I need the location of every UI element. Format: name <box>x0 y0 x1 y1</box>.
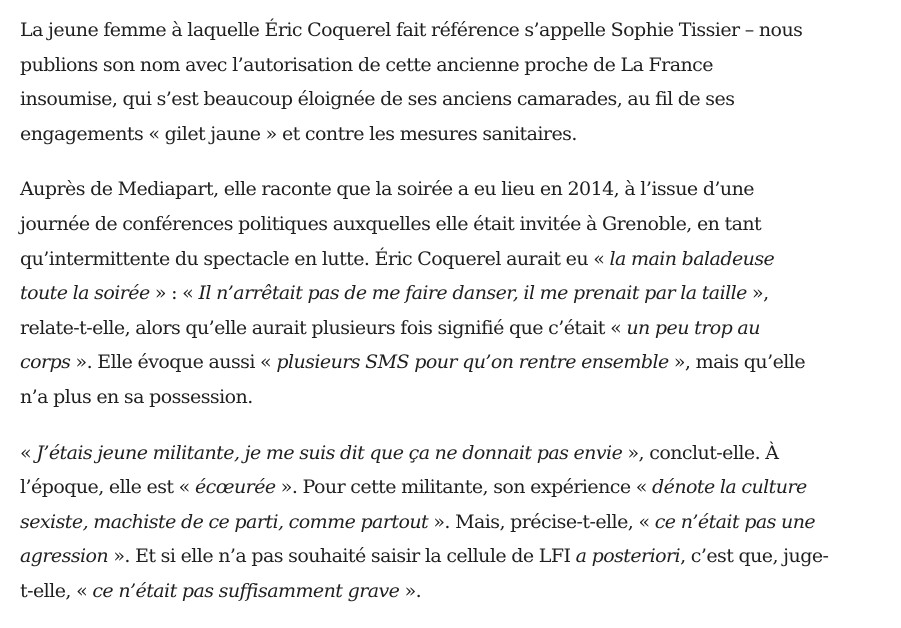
text-line <box>20 380 893 415</box>
text-run: relate-t-elle, alors qu’elle aurait plusieurs fois signifié que c’était « <box>20 316 627 339</box>
text-run: La jeune femme à laquelle Éric Coquerel fait référence s’appelle Sophie Tissier – nous <box>20 19 803 41</box>
text-line <box>20 311 893 346</box>
text-run: t-elle, « <box>20 579 93 602</box>
text-run: ». Et si elle n’a pas souhaité saisir la cellule de LFI <box>108 545 576 568</box>
text-line <box>20 574 893 609</box>
italic-quote: ce n’était pas suffisamment grave <box>92 579 400 602</box>
italic-quote: la main baladeuse <box>609 247 775 270</box>
text-line <box>20 470 893 505</box>
text-run: « <box>20 441 37 464</box>
text-run: engagements « gilet jaune » et contre les mesures sanitaires. <box>20 122 577 145</box>
text-line <box>20 117 893 152</box>
italic-quote: sexiste, machiste de ce parti, comme partout <box>20 510 429 533</box>
text-line <box>20 345 893 380</box>
italic-quote: J’étais jeune militante, je me suis dit que ça ne donnait pas envie <box>36 441 623 464</box>
article-paragraph <box>20 436 893 609</box>
text-run: ». Pour cette militante, son expérience « <box>275 476 653 499</box>
text-run: ». <box>399 579 422 602</box>
text-run: publions son nom avec l’autorisation de cette ancienne proche de La France <box>20 53 713 76</box>
text-run: », mais qu’elle <box>668 351 806 374</box>
text-line <box>20 436 893 471</box>
italic-quote: un peu trop au <box>626 316 760 339</box>
text-run: , c’est que, juge- <box>680 545 829 568</box>
text-line <box>20 539 893 574</box>
text-run: ». Elle évoque aussi « <box>70 351 277 374</box>
text-run: » : « <box>149 282 199 305</box>
italic-quote: agression <box>20 545 109 568</box>
text-line <box>20 242 893 277</box>
text-line <box>20 505 893 540</box>
italic-quote: a posteriori <box>575 545 681 568</box>
text-line <box>20 48 893 83</box>
text-run: Auprès de Mediapart, elle raconte que la soirée a eu lieu en 2014, à l’issue d’une <box>20 178 754 201</box>
italic-quote: écœurée <box>194 476 276 499</box>
text-run: insoumise, qui s’est beaucoup éloignée de ses anciens camarades, au fil de ses <box>20 88 735 111</box>
text-run: n’a plus en sa possession. <box>20 385 253 408</box>
text-run: », <box>746 282 769 305</box>
article-paragraph <box>20 172 893 414</box>
text-line <box>20 207 893 242</box>
italic-quote: corps <box>20 351 71 374</box>
italic-quote: plusieurs SMS pour qu’on rentre ensemble <box>276 351 669 374</box>
text-line <box>20 82 893 117</box>
text-run: journée de conférences politiques auxquelles elle était invitée à Grenoble, en tant <box>20 212 762 235</box>
text-run: l’époque, elle est « <box>20 476 195 499</box>
text-run: qu’intermittente du spectacle en lutte. Éric Coquerel aurait eu « <box>20 247 610 270</box>
text-run: ». Mais, précise-t-elle, « <box>428 510 655 533</box>
italic-quote: Il n’arrêtait pas de me faire danser, il me prenait par la taille <box>198 282 747 305</box>
italic-quote: toute la soirée <box>20 282 150 305</box>
text-run: », conclut-elle. À <box>622 441 779 464</box>
article-paragraph <box>20 13 893 151</box>
text-line <box>20 13 893 48</box>
text-line <box>20 172 893 207</box>
text-line <box>20 276 893 311</box>
italic-quote: ce n’était pas une <box>654 510 816 533</box>
italic-quote: dénote la culture <box>652 476 807 499</box>
